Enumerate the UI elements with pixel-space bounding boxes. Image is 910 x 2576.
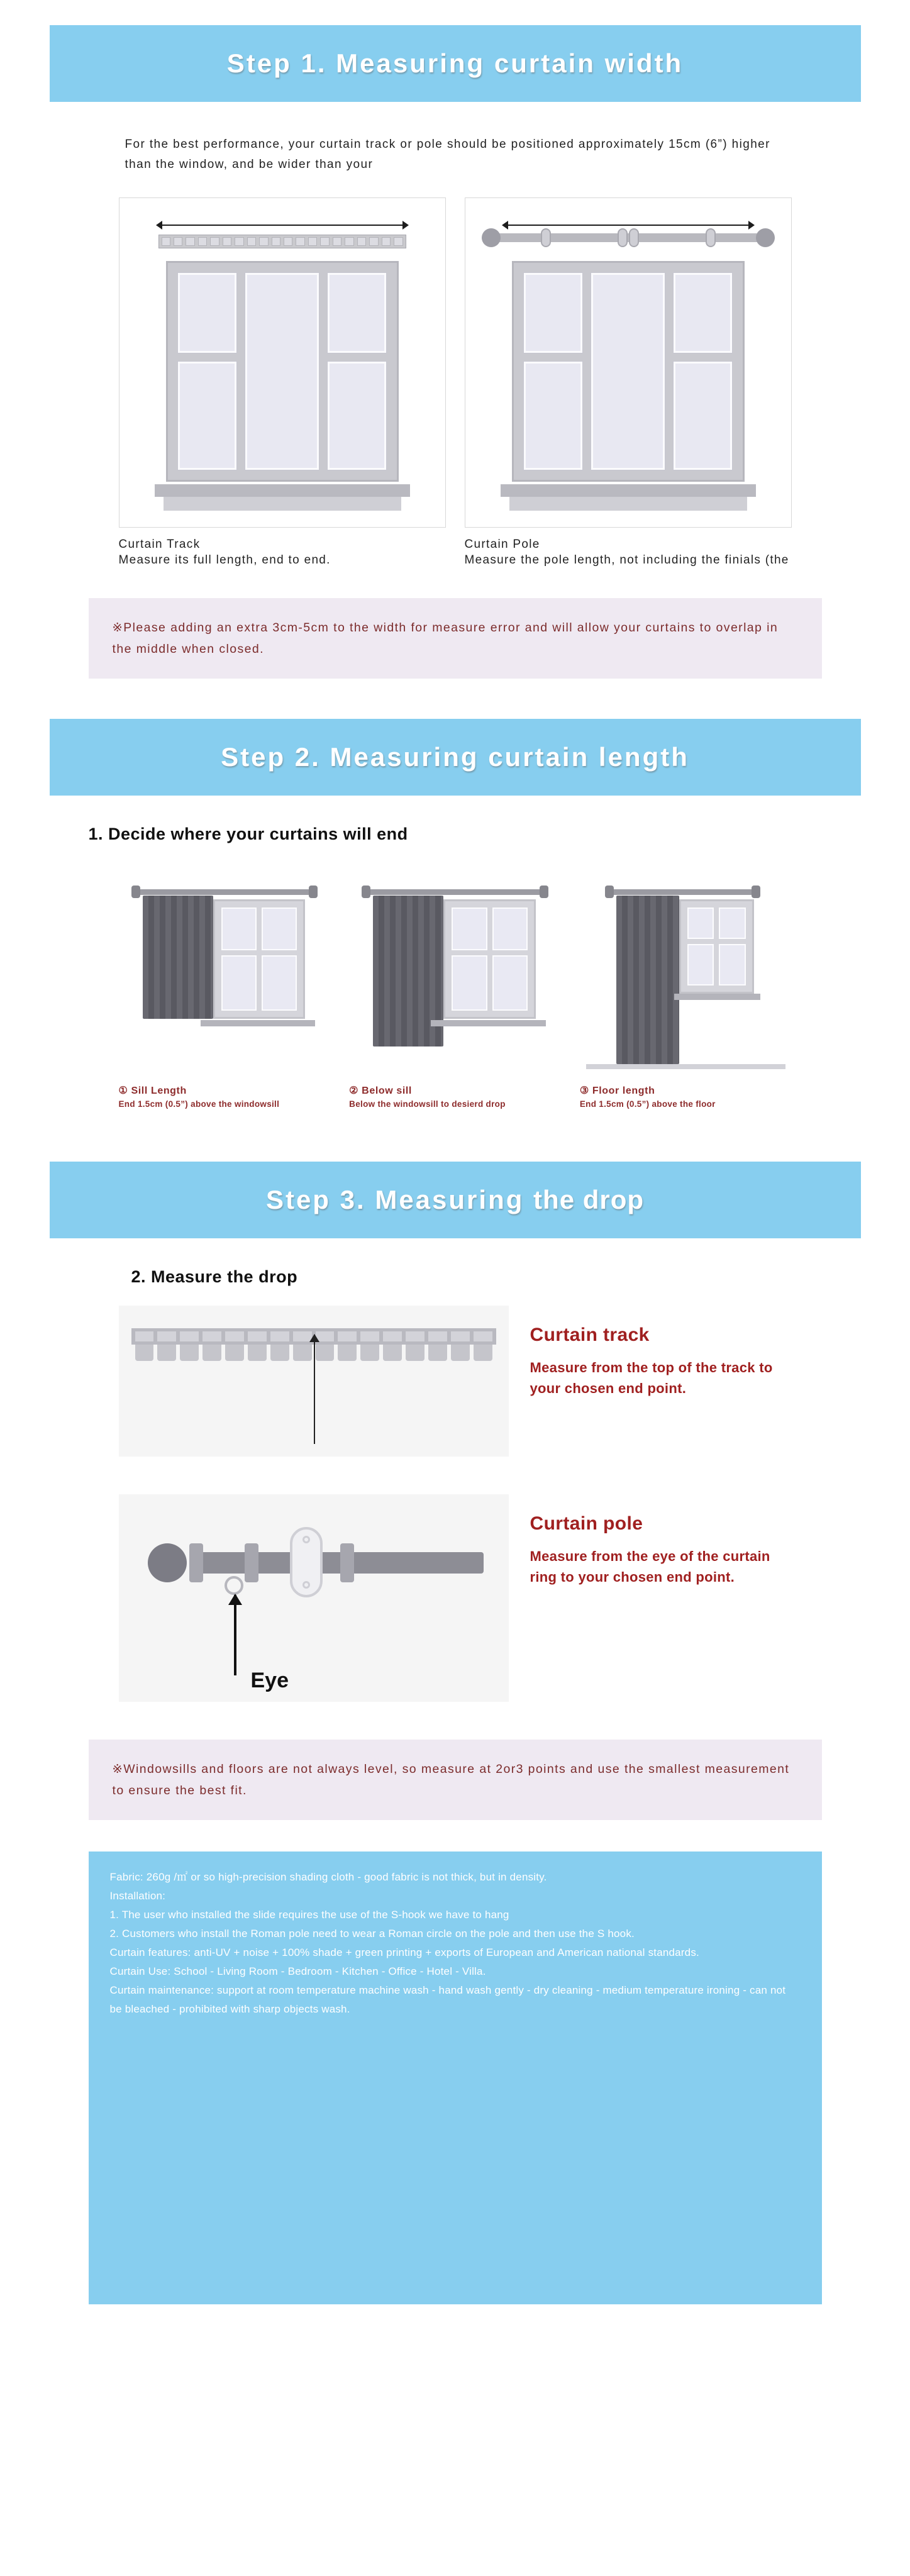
measure-track-title: Curtain track <box>530 1324 650 1345</box>
step3-title <box>266 1185 644 1215</box>
curtain-pole-illustration <box>465 197 792 528</box>
pole-bracket-icon <box>290 1527 323 1597</box>
track-rail-icon <box>158 235 406 248</box>
pole-ring-icon <box>618 228 628 247</box>
window-sill-icon <box>501 484 756 497</box>
eye-label: Eye <box>250 1668 289 1692</box>
step1-card-row <box>50 197 861 569</box>
measure-pole-illustration <box>119 1494 509 1702</box>
option-sill-length <box>119 872 331 1109</box>
sill-length-title: ① Sill Length <box>118 1085 187 1096</box>
step1-note: ※Please adding an extra 3cm-5cm to the width for measure error and will allow your curtains to overlap in the middle when closed. <box>89 598 822 679</box>
window-sill-lower-icon <box>164 497 401 511</box>
step2-banner <box>50 719 861 796</box>
width-arrow-pole <box>502 221 755 230</box>
window-sill-icon <box>155 484 410 497</box>
measure-pole-row <box>50 1494 861 1702</box>
floor-length-illustration <box>580 872 792 1079</box>
curtain-length-options <box>50 857 861 1109</box>
pole-finial-icon <box>148 1543 187 1582</box>
footer-line: Installation: <box>109 1890 166 1902</box>
pole-ring-icon <box>541 228 551 247</box>
step1-intro-text: For the best performance, your curtain track or pole should be positioned approximately 15cm (6”) higher than the window, and be wider than your <box>125 138 770 171</box>
pole-finial-left-icon <box>482 228 501 247</box>
pole-ring-icon <box>706 228 716 247</box>
pole-collar-icon <box>340 1543 354 1582</box>
footer-line: Fabric: 260g /㎡ or so high-precision shading cloth - good fabric is not thick, but in density. <box>109 1871 547 1883</box>
content-wrapper <box>50 0 861 2304</box>
step1-title: Step 1. Measuring curtain width <box>226 48 684 78</box>
footer-line: Curtain features: anti-UV + noise + 100% shade + green printing + exports of European and American national standards. <box>109 1946 699 1958</box>
pole-finial-right-icon <box>756 228 775 247</box>
step1-banner <box>50 25 861 102</box>
step3-subheading: 2. Measure the drop <box>131 1267 298 1286</box>
curtain-track-card <box>119 197 446 569</box>
step3-title-main: Step 3. Measuring <box>265 1185 524 1214</box>
pole-rod-icon <box>194 1552 484 1574</box>
step3-note: ※Windowsills and floors are not always level, so measure at 2or3 points and use the smallest measurement to ensure the best fit. <box>89 1740 822 1820</box>
measure-track-illustration <box>119 1306 509 1457</box>
below-sill-title: ② Below sill <box>349 1085 412 1096</box>
option-floor-length <box>580 872 792 1109</box>
curtain-track-caption-text: Measure its full length, end to end. <box>118 553 331 567</box>
floor-length-text: End 1.5cm (0.5”) above the floor <box>579 1099 716 1109</box>
footer-line: Curtain maintenance: support at room temperature machine wash - hand wash gently - dry cleaning - medium temperature ironing - can not be bleached - prohibited with sharp objects wash. <box>109 1984 786 2015</box>
measure-track-text-block <box>530 1306 792 1399</box>
window-frame-icon <box>512 261 745 482</box>
window-sill-lower-icon <box>509 497 747 511</box>
curtain-ring-eye-icon <box>225 1576 243 1595</box>
option-below-sill <box>349 872 561 1109</box>
sill-length-text: End 1.5cm (0.5”) above the windowsill <box>118 1099 280 1109</box>
width-arrow-track <box>156 221 409 230</box>
pole-ring-icon <box>629 228 639 247</box>
below-sill-text: Below the windowsill to desierd drop <box>349 1099 506 1109</box>
measure-pole-body: Measure from the eye of the curtain ring to your chosen end point. <box>530 1548 770 1585</box>
pole-collar-icon <box>189 1543 203 1582</box>
measure-pole-text-block <box>530 1494 792 1587</box>
window-frame-icon <box>166 261 399 482</box>
curtain-track-illustration <box>119 197 446 528</box>
up-arrow-icon <box>234 1595 236 1675</box>
measure-track-body: Measure from the top of the track to your chosen end point. <box>530 1360 773 1396</box>
curtain-pole-card <box>465 197 792 569</box>
footer-line: Curtain Use: School - Living Room - Bedroom - Kitchen - Office - Hotel - Villa. <box>109 1965 486 1977</box>
step2-title: Step 2. Measuring curtain length <box>221 742 689 772</box>
curtain-pole-caption-text: Measure the pole length, not including the finials (the <box>464 553 789 567</box>
footer-line: 1. The user who installed the slide requires the use of the S-hook we have to hang <box>109 1909 509 1921</box>
floor-length-title: ③ Floor length <box>579 1085 655 1096</box>
below-sill-illustration <box>349 872 561 1079</box>
step3-title-sub: the drop <box>533 1185 645 1214</box>
measure-pole-title: Curtain pole <box>530 1513 643 1534</box>
curtain-pole-caption-title: Curtain Pole <box>464 538 540 551</box>
step2-subheading: 1. Decide where your curtains will end <box>88 824 408 843</box>
footer-line: 2. Customers who install the Roman pole need to wear a Roman circle on the pole and then use the S hook. <box>109 1928 635 1940</box>
measure-track-row <box>50 1306 861 1457</box>
product-details-footer <box>89 1852 822 2304</box>
up-arrow-icon <box>314 1335 315 1444</box>
sill-length-illustration <box>119 872 331 1079</box>
step3-banner <box>50 1162 861 1238</box>
pole-collar-icon <box>245 1543 258 1582</box>
pole-rod-icon <box>496 233 761 242</box>
curtain-track-caption-title: Curtain Track <box>118 538 201 551</box>
